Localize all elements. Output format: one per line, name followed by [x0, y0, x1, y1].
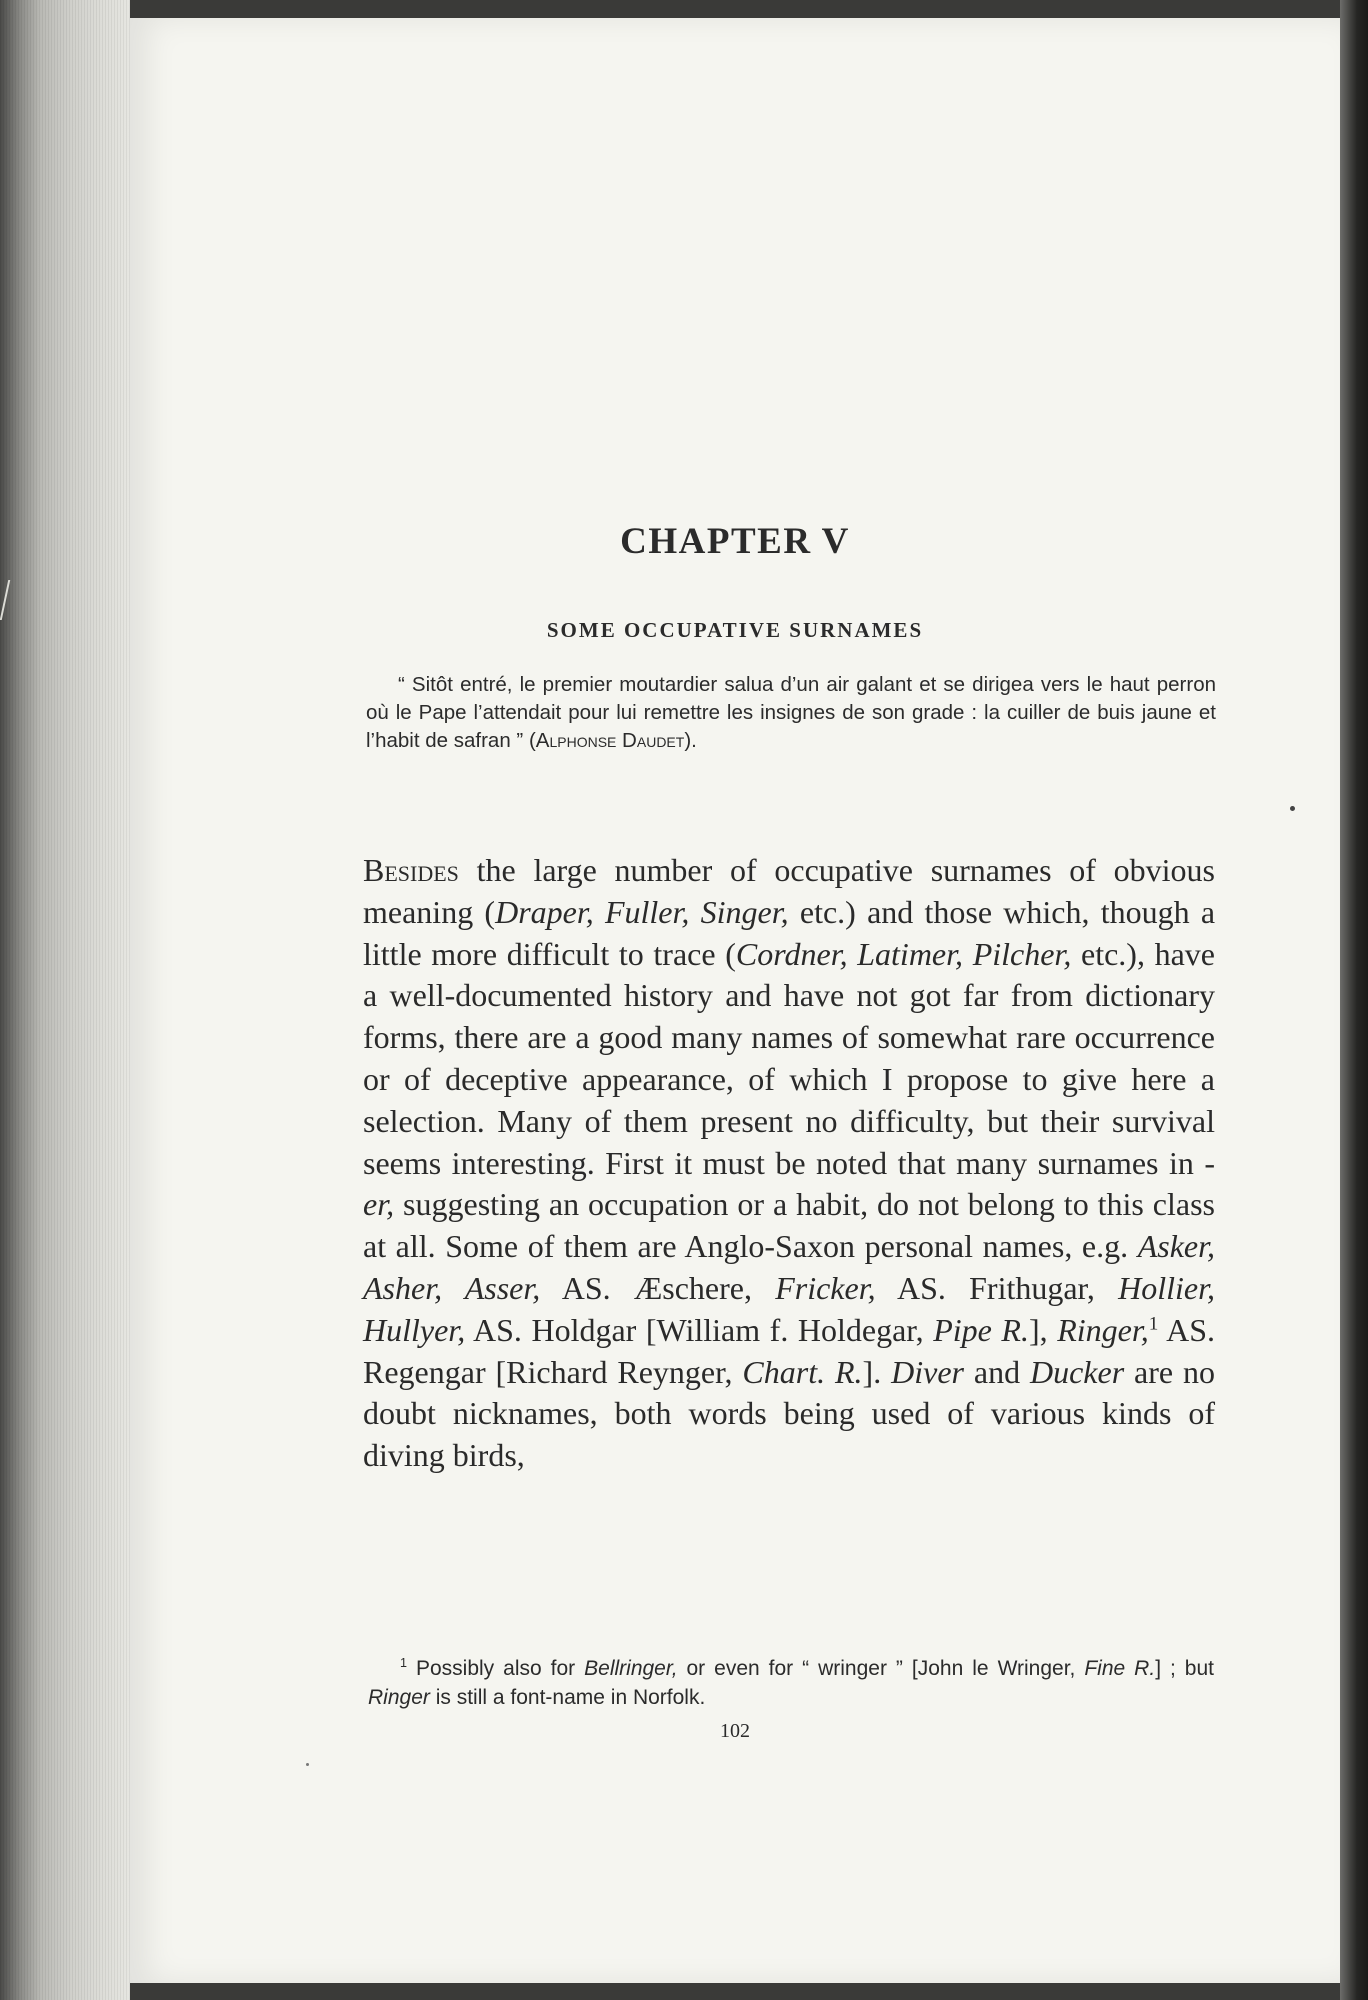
italic-term: Ringer, [1057, 1311, 1149, 1348]
body-lead-word: Besides [363, 852, 459, 888]
italic-term: Fricker, [775, 1269, 876, 1306]
text-run: is still a font-name in Norfolk. [429, 1686, 706, 1709]
text-run: Possibly also for [407, 1657, 585, 1680]
italic-term: Draper, Fuller, Singer, [495, 893, 789, 930]
italic-term: Asker, Asher, Asser, [363, 1228, 1215, 1306]
page-speck [1290, 806, 1295, 811]
page-stack-edge [0, 0, 130, 2000]
text-run: or even for “ wringer ” [John le Wringer, [677, 1657, 1085, 1680]
text-run: AS. Frithugar, [875, 1269, 1119, 1306]
page-speck [306, 1763, 309, 1766]
italic-term: Cordner, Latimer, Pilcher, [735, 935, 1072, 972]
italic-term: Chart. R. [742, 1353, 863, 1390]
italic-term: -er, [363, 1144, 1215, 1223]
text-run: etc.), have a well-documented history and have not got far from dictionary forms, there are a good many names of somewhat rare occurrence or of deceptive appearance, of which I propose to give here a selection. Many of them present no difficulty, but their survival seems interesting. First it must be noted that many surnames in [363, 935, 1216, 1181]
chapter-title: CHAPTER V [620, 521, 850, 562]
epigraph-closing: ). [684, 729, 697, 752]
body-paragraph-text [363, 852, 1215, 1473]
italic-term: Ringer [368, 1686, 430, 1709]
italic-term: Bellringer, [584, 1657, 678, 1680]
epigraph-attribution: Alphonse Daudet [535, 729, 685, 752]
footnote-marker: 1 [400, 1656, 408, 1670]
footnote [368, 1654, 1214, 1712]
text-run: suggesting an occupation or a habit, do not belong to this class at all. Some of them are Anglo-Saxon personal names, e.g. [363, 1186, 1215, 1265]
book-page [130, 18, 1340, 1983]
italic-term: Diver [891, 1353, 964, 1390]
footnote-marker: 1 [1148, 1313, 1159, 1335]
chapter-subtitle: SOME OCCUPATIVE SURNAMES [546, 618, 924, 642]
text-run: ], [1028, 1311, 1058, 1348]
italic-term: Pipe R. [933, 1311, 1029, 1348]
italic-term: Ducker [1029, 1353, 1125, 1390]
text-run: ] ; but [1155, 1657, 1214, 1680]
page-number: 102 [720, 1720, 750, 1742]
body-paragraph [363, 850, 1215, 1477]
text-run: AS. Holdgar [William f. Holdegar, [465, 1311, 934, 1348]
italic-term: Fine R. [1084, 1657, 1156, 1680]
text-run: AS. Æschere, [540, 1269, 776, 1306]
italic-term: Hollier, Hullyer, [363, 1269, 1216, 1348]
text-run: AS. Regengar [Richard Reynger, [363, 1311, 1216, 1390]
text-run: ]. [862, 1353, 892, 1390]
text-run: the large number of occupative surnames of obvious meaning ( [363, 852, 1215, 930]
text-run: etc.) and those which, though a little more difficult to trace ( [363, 893, 1216, 972]
book-cover-edge [1340, 0, 1368, 2000]
epigraph [366, 671, 1216, 755]
text-run: and [963, 1353, 1030, 1390]
epigraph-text: “ Sitôt entré, le premier moutardier salua d’un air galant et se dirigea vers le haut perron où le Pape l’attendait pour lui remettre les insignes de son grade : la cuiller de buis jaune et l’habit de safran ” ( [366, 673, 1216, 752]
footnote-text [368, 1657, 1214, 1709]
text-run: are no doubt nicknames, both words being used of various kinds of diving birds, [363, 1353, 1216, 1474]
